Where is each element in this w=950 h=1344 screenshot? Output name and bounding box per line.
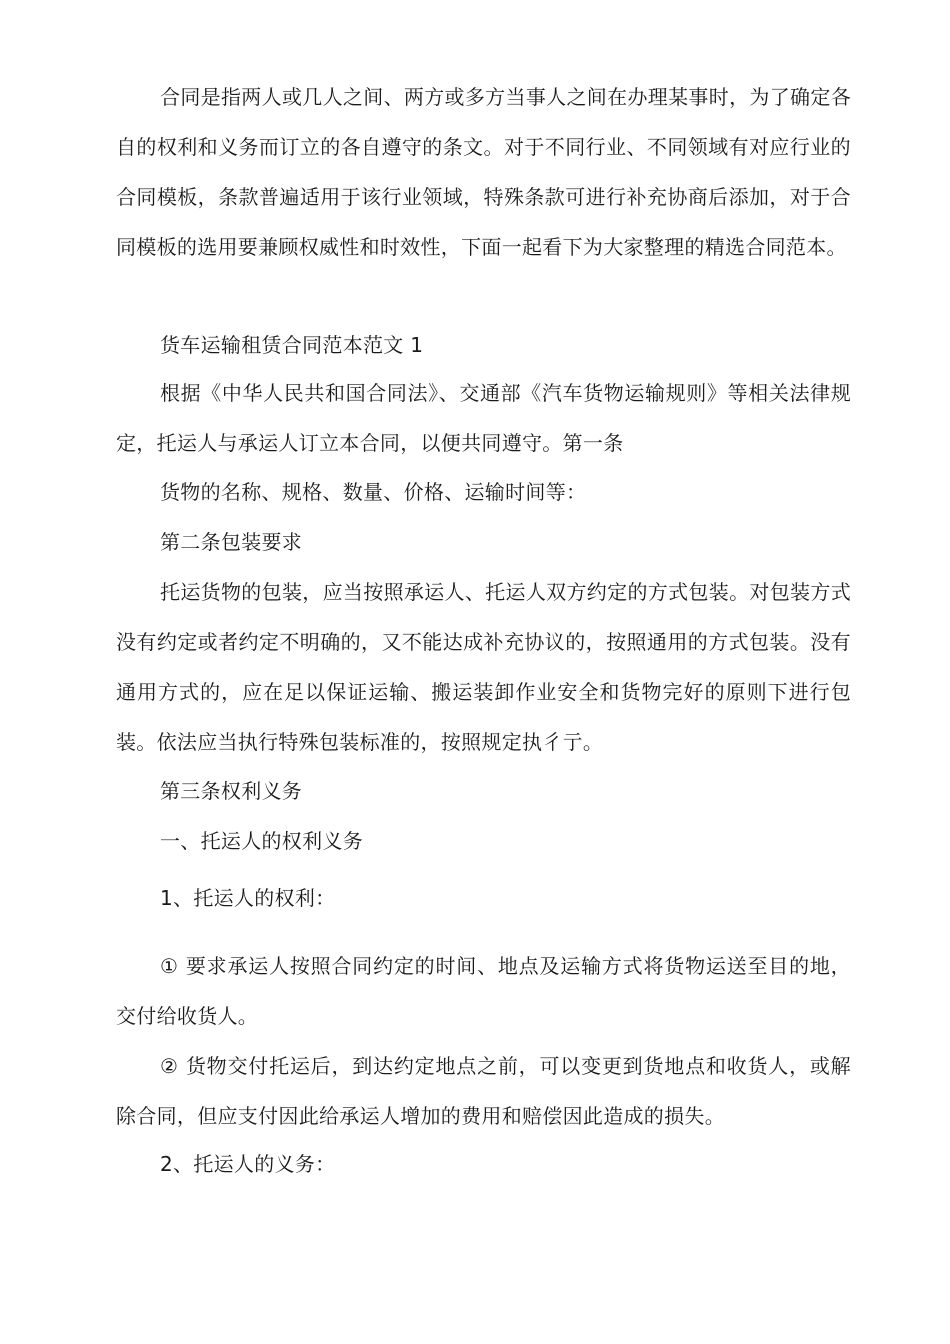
shipper-rights-heading: 1、托运人的权利： xyxy=(160,886,336,910)
article-2-heading: 第二条包装要求 xyxy=(160,530,303,554)
legal-basis-paragraph: 根据《中华人民共和国合同法》、交通部《汽车货物运输规则》等相关法律规定，托运人与承运人订立本合同，以便共同遵守。第一条 xyxy=(116,381,851,455)
intro-paragraph: 合同是指两人或几人之间、两方或多方当事人之间在办理某事时，为了确定各自的权利和义务而订立的各自遵守的条文。对于不同行业、不同领域有对应行业的合同模板，条款普遍适用于该行业领域，特殊条款可进行补充协商后添加，对于合同模板的选用要兼顾权威性和时效性，下面一起看下为大家整理的精选合同范本。 xyxy=(116,85,851,259)
contract-title: 货车运输租赁合同范本范文 1 xyxy=(160,333,424,357)
article-1-body: 货物的名称、规格、数量、价格、运输时间等： xyxy=(160,480,587,504)
shipper-right-2: ② 货物交付托运后，到达约定地点之前，可以变更到货地点和收货人，或解除合同，但应支付因此给承运人增加的费用和赔偿因此造成的损失。 xyxy=(116,1054,851,1128)
packaging-paragraph: 托运货物的包装，应当按照承运人、托运人双方约定的方式包装。对包装方式没有约定或者约定不明确的，又不能达成补充协议的，按照通用的方式包装。没有通用方式的，应在足以保证运输、搬运装卸作业安全和货物完好的原则下进行包装。依法应当执行特殊包装标准的，按照规定执彳亍。 xyxy=(116,580,851,754)
shipper-rights-duties-heading: 一、托运人的权利义务 xyxy=(160,829,363,853)
shipper-right-1: ① 要求承运人按照合同约定的时间、地点及运输方式将货物运送至目的地，交付给收货人。 xyxy=(116,954,851,1028)
shipper-duties-heading: 2、托运人的义务： xyxy=(160,1152,336,1176)
article-3-heading: 第三条权利义务 xyxy=(160,779,303,803)
